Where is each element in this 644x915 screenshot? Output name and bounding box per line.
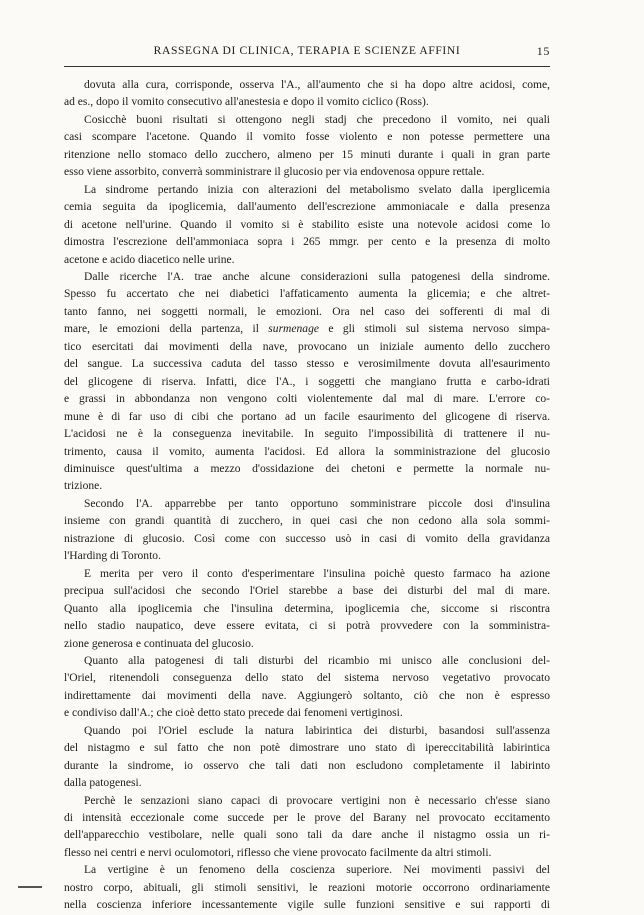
text-line: diminuisce quest'ultima a mezzo d'ossidazione dei chetoni e permette la normale nu- [64,462,550,475]
text-line: ritenzione nello stomaco dello zucchero, almeno per 15 minuti durante i quali in gran parte [64,148,550,161]
paragraph [64,723,550,793]
text-line: trizione. [64,480,103,493]
text-line: acetone e acido diacetico nelle urine. [64,253,235,266]
paragraph [64,112,550,182]
text-line: del nistagmo e sul fatto che non potè dimostrare uno stato di ipereccitabilità labirintica [64,742,550,755]
text-line: tanto fanno, nei soggetti normali, le emozioni. Ora nel caso dei sofferenti di mal di [64,305,550,318]
text-line: del glicogene di riserva. Infatti, dice l'A., i soggetti che mangiano frutta e carbo-idrati [64,375,550,388]
paragraph [64,566,550,653]
text-line: dell'apparecchio vestibolare, nelle quali sono tali da dare anche il nistagmo ossia un ri- [64,829,550,842]
text-line: nistrazione di glucosio. Così come con successo usò in casi di vomito della gravidanza [64,532,550,545]
text-line: esso viene assorbito, converrà somministrare il glucosio per via endovenosa oppure rettale. [64,166,485,179]
running-header [64,44,550,64]
text-line: Quanto alla ipoglicemia che l'insulina determina, ipoglicemia che, siccome si riscontra [64,602,550,615]
text-line: tico esercitati dai movimenti della nave, provocano un iniziale aumento dello zucchero [64,340,550,353]
text-line: Quanto alla patogenesi di tali disturbi del ricambio mi unisco alle conclusioni del- [84,654,550,667]
body-text [64,77,550,915]
text-line: Secondo l'A. apparrebbe per tanto opportuno somministrare piccole dosi d'insulina [84,497,550,510]
text-line: flesso nei centri e nervi oculomotori, riflesso che viene provocato facilmente da altri stimoli. [64,846,492,859]
page-number: 15 [536,44,550,58]
text-line: indirettamente dai movimenti della nave. Aggiungerò soltanto, ciò che non è espresso [64,689,550,702]
text-line: durante la sindrome, io osservo che tali dati non escludono completamente il labirinto [64,759,550,772]
header-rule [64,66,550,67]
text-line: dovuta alla cura, corrisponde, osserva l'A., all'aumento che si ha dopo altre acidosi, come, [84,79,550,91]
text-line: casi scompare l'acetone. Quando il vomito fosse violento e non potesse permettere una [64,131,550,144]
text-line: di intensità eccezionale come succede per le prove del Barany nel provocato eccitamento [64,812,550,825]
text-line: Cosicchè buoni risultati si ottengono negli stadj che precedono il vomito, nei quali [84,113,550,126]
text-line: l'Harding di Toronto. [64,550,161,563]
paragraph [64,653,550,723]
text-line: Dalle ricerche l'A. trae anche alcune considerazioni sulla patogenesi della sindrome. [84,270,550,283]
text-line: nostro corpo, abituali, gli stimoli sensitivi, le reazioni motorie occorrono ordinariamente [64,881,550,894]
text-line: Quando poi l'Oriel esclude la natura labirintica dei disturbi, basandosi sull'assenza [84,724,550,737]
text-line: mare, le emozioni della partenza, il surmenage e gli stimoli sul sistema nervoso simpa- [64,323,550,336]
text-line: ad es., dopo il vomito consecutivo all'anestesia e dopo il vomito ciclico (Ross). [64,96,429,109]
text-line: dimostra l'escrezione dell'ammoniaca sopra i 265 mmgr. per cento e la presenza di molto [64,236,550,249]
paragraph [64,77,550,112]
text-line: insieme con grandi quantità di zucchero, in quei casi che non cedono alla sola sommi- [64,515,550,528]
text-line: del sangue. La successiva caduta del tasso stesso e verosimilmente dovuta all'esaurimento [64,358,550,371]
text-line: e condiviso dall'A.; che cioè detto stato precede dai fenomeni vertiginosi. [64,707,403,720]
emphasis: surmenage [268,323,319,336]
text-line: zione generosa e continuata del glucosio. [64,637,254,650]
text-line: La vertigine è un fenomeno della coscienza superiore. Nei movimenti passivi del [84,864,550,877]
document-page [64,44,550,915]
text-line: di acetone nell'urine. Quando il vomito si è stabilito esiste una notevole acidosi come lo [64,218,550,231]
running-title: RASSEGNA DI CLINICA, TERAPIA E SCIENZE AFFINI [153,44,461,57]
text-line: nella coscienza inferiore incessantemente vigile sulle funzioni sensitive e sui rapporti di [64,899,550,912]
page-edge-mark [18,886,42,888]
text-line: La sindrome pertando inizia con alterazioni del metabolismo svelato dalla iperglicemia [84,183,550,196]
text-line: nello stadio naupatico, deve essere evitata, ci si potrà provvedere con la somministra- [64,620,550,633]
text-line: l'Oriel, ritenendoli conseguenza dello stato del sistema nervoso vegetativo provocato [64,672,550,685]
text-line: Spesso fu accertato che nei diabetici l'affaticamento aumenta la glicemia; e che altret- [64,288,550,301]
paragraph [64,862,550,914]
text-line: mune è di far uso di cibi che portano ad un facile esaurimento del glicogene di riserva. [64,410,550,423]
text-line: Perchè le senzazioni siano capaci di provocare vertigini non è necessario ch'esse siano [84,794,550,807]
text-line: L'acidosi ne è la conseguenza inevitabile. In seguito l'impossibilità di trattenere il nu- [64,428,550,441]
text-line: precipua sull'acidosi che secondo l'Oriel starebbe a base dei disturbi del mal di mare. [64,585,550,598]
paragraph [64,182,550,269]
paragraph [64,793,550,863]
text-line: E merita per vero il conto d'esperimentare l'insulina poichè questo farmaco ha azione [84,567,550,580]
text-line: e grassi in abbondanza non vengono colti violentemente dal mal di mare. L'errore co- [64,393,550,406]
text-line: trimento, causa il vomito, aumenta l'acidosi. Ed allora la somministrazione del glucosio [64,445,550,458]
text-line: cemia seguita da ipoglicemia, dall'aumento dell'escrezione ammoniacale e dalla presenza [64,201,550,214]
paragraph [64,269,550,496]
paragraph [64,496,550,566]
text-line: dalla patogenesi. [64,777,142,790]
